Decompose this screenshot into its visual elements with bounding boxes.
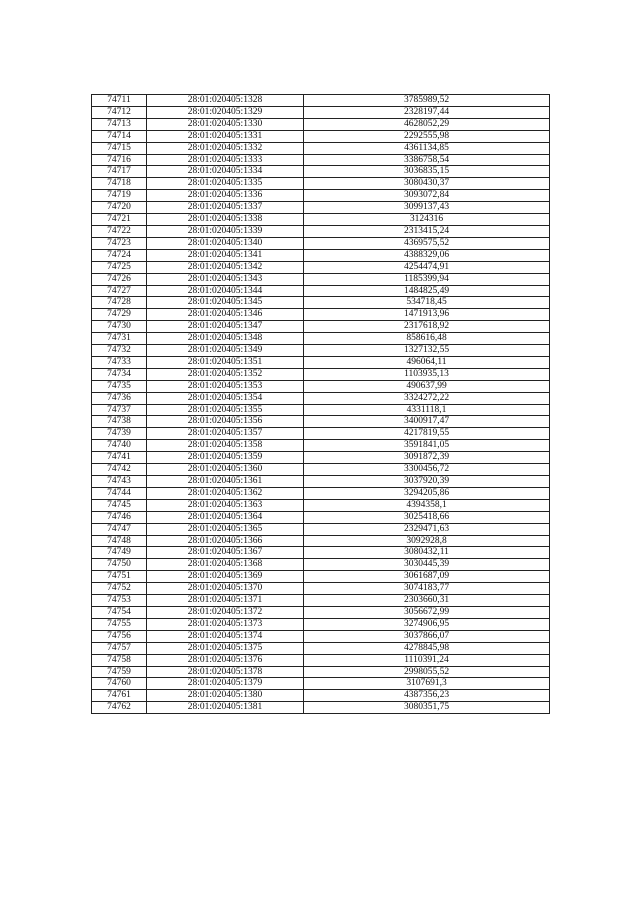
value-cell: 1110391,24 [304, 654, 550, 666]
table-row [92, 214, 550, 226]
row-number-cell: 74712 [92, 106, 147, 118]
row-number-cell: 74759 [92, 666, 147, 678]
cadastral-number-cell: 28:01:020405:1340 [147, 237, 304, 249]
value-cell: 3037866,07 [304, 630, 550, 642]
value-cell: 3080432,11 [304, 547, 550, 559]
table-row [92, 452, 550, 464]
value-cell: 4278845,98 [304, 642, 550, 654]
value-cell: 4254474,91 [304, 261, 550, 273]
row-number-cell: 74762 [92, 702, 147, 714]
table-row [92, 154, 550, 166]
table-row [92, 392, 550, 404]
table-row [92, 249, 550, 261]
row-number-cell: 74716 [92, 154, 147, 166]
table-row [92, 142, 550, 154]
row-number-cell: 74723 [92, 237, 147, 249]
value-cell: 4361134,85 [304, 142, 550, 154]
row-number-cell: 74721 [92, 214, 147, 226]
value-cell: 4331118,1 [304, 404, 550, 416]
row-number-cell: 74719 [92, 190, 147, 202]
row-number-cell: 74753 [92, 595, 147, 607]
value-cell: 3107691,3 [304, 678, 550, 690]
value-cell: 4369575,52 [304, 237, 550, 249]
value-cell: 3274906,95 [304, 618, 550, 630]
value-cell: 4628052,29 [304, 118, 550, 130]
table-row [92, 690, 550, 702]
table-row [92, 309, 550, 321]
row-number-cell: 74717 [92, 166, 147, 178]
value-cell: 1484825,49 [304, 285, 550, 297]
table-row [92, 130, 550, 142]
value-cell: 858616,48 [304, 333, 550, 345]
cadastral-number-cell: 28:01:020405:1339 [147, 225, 304, 237]
cadastral-number-cell: 28:01:020405:1367 [147, 547, 304, 559]
row-number-cell: 74725 [92, 261, 147, 273]
row-number-cell: 74737 [92, 404, 147, 416]
row-number-cell: 74760 [92, 678, 147, 690]
value-cell: 3061687,09 [304, 571, 550, 583]
table-row [92, 535, 550, 547]
row-number-cell: 74738 [92, 416, 147, 428]
cadastral-number-cell: 28:01:020405:1357 [147, 428, 304, 440]
cadastral-number-cell: 28:01:020405:1371 [147, 595, 304, 607]
table-row [92, 118, 550, 130]
table-row [92, 416, 550, 428]
row-number-cell: 74751 [92, 571, 147, 583]
row-number-cell: 74713 [92, 118, 147, 130]
value-cell: 3785989,52 [304, 95, 550, 107]
value-cell: 2998055,52 [304, 666, 550, 678]
cadastral-number-cell: 28:01:020405:1331 [147, 130, 304, 142]
value-cell: 3092928,8 [304, 535, 550, 547]
table-row [92, 237, 550, 249]
value-cell: 4388329,06 [304, 249, 550, 261]
cadastral-number-cell: 28:01:020405:1368 [147, 559, 304, 571]
table-row [92, 225, 550, 237]
cadastral-number-cell: 28:01:020405:1372 [147, 606, 304, 618]
cadastral-number-cell: 28:01:020405:1337 [147, 202, 304, 214]
value-cell: 3300456,72 [304, 464, 550, 476]
table-row [92, 464, 550, 476]
value-cell: 3036835,15 [304, 166, 550, 178]
table-row [92, 285, 550, 297]
cadastral-number-cell: 28:01:020405:1352 [147, 368, 304, 380]
row-number-cell: 74754 [92, 606, 147, 618]
table-row [92, 678, 550, 690]
row-number-cell: 74730 [92, 321, 147, 333]
value-cell: 3080430,37 [304, 178, 550, 190]
table-row [92, 404, 550, 416]
row-number-cell: 74714 [92, 130, 147, 142]
cadastral-number-cell: 28:01:020405:1334 [147, 166, 304, 178]
cadastral-number-cell: 28:01:020405:1379 [147, 678, 304, 690]
cadastral-number-cell: 28:01:020405:1346 [147, 309, 304, 321]
cadastral-number-cell: 28:01:020405:1332 [147, 142, 304, 154]
row-number-cell: 74750 [92, 559, 147, 571]
cadastral-number-cell: 28:01:020405:1369 [147, 571, 304, 583]
value-cell: 3099137,43 [304, 202, 550, 214]
cadastral-number-cell: 28:01:020405:1333 [147, 154, 304, 166]
cadastral-number-cell: 28:01:020405:1343 [147, 273, 304, 285]
value-cell: 3074183,77 [304, 583, 550, 595]
cadastral-number-cell: 28:01:020405:1344 [147, 285, 304, 297]
table-row [92, 297, 550, 309]
cadastral-number-cell: 28:01:020405:1380 [147, 690, 304, 702]
value-cell: 1185399,94 [304, 273, 550, 285]
value-cell: 3037920,39 [304, 476, 550, 488]
row-number-cell: 74735 [92, 380, 147, 392]
row-number-cell: 74715 [92, 142, 147, 154]
value-cell: 2292555,98 [304, 130, 550, 142]
cadastral-number-cell: 28:01:020405:1348 [147, 333, 304, 345]
row-number-cell: 74749 [92, 547, 147, 559]
table-row [92, 476, 550, 488]
row-number-cell: 74736 [92, 392, 147, 404]
cadastral-number-cell: 28:01:020405:1361 [147, 476, 304, 488]
value-cell: 1471913,96 [304, 309, 550, 321]
row-number-cell: 74732 [92, 345, 147, 357]
table-row [92, 106, 550, 118]
value-cell: 2313415,24 [304, 225, 550, 237]
table-row [92, 202, 550, 214]
row-number-cell: 74720 [92, 202, 147, 214]
table-row [92, 95, 550, 107]
table-row [92, 333, 550, 345]
cadastral-number-cell: 28:01:020405:1378 [147, 666, 304, 678]
table-row [92, 523, 550, 535]
value-cell: 3025418,66 [304, 511, 550, 523]
value-cell: 3030445,39 [304, 559, 550, 571]
value-cell: 490637,99 [304, 380, 550, 392]
value-cell: 3591841,05 [304, 440, 550, 452]
table-row [92, 618, 550, 630]
cadastral-number-cell: 28:01:020405:1366 [147, 535, 304, 547]
row-number-cell: 74748 [92, 535, 147, 547]
value-cell: 3091872,39 [304, 452, 550, 464]
row-number-cell: 74756 [92, 630, 147, 642]
value-cell: 534718,45 [304, 297, 550, 309]
row-number-cell: 74746 [92, 511, 147, 523]
row-number-cell: 74744 [92, 487, 147, 499]
value-cell: 496064,11 [304, 356, 550, 368]
row-number-cell: 74718 [92, 178, 147, 190]
cadastral-number-cell: 28:01:020405:1373 [147, 618, 304, 630]
row-number-cell: 74731 [92, 333, 147, 345]
table-row [92, 547, 550, 559]
row-number-cell: 74752 [92, 583, 147, 595]
table-row [92, 261, 550, 273]
table-row [92, 702, 550, 714]
row-number-cell: 74726 [92, 273, 147, 285]
table-row [92, 356, 550, 368]
value-cell: 3386758,54 [304, 154, 550, 166]
value-cell: 4217819,55 [304, 428, 550, 440]
table-row [92, 666, 550, 678]
cadastral-number-cell: 28:01:020405:1345 [147, 297, 304, 309]
cadastral-number-cell: 28:01:020405:1363 [147, 499, 304, 511]
cadastral-number-cell: 28:01:020405:1347 [147, 321, 304, 333]
cadastral-number-cell: 28:01:020405:1351 [147, 356, 304, 368]
row-number-cell: 74728 [92, 297, 147, 309]
value-cell: 4394358,1 [304, 499, 550, 511]
cadastral-number-cell: 28:01:020405:1336 [147, 190, 304, 202]
table-row [92, 511, 550, 523]
table-row [92, 654, 550, 666]
table-row [92, 642, 550, 654]
table-row [92, 440, 550, 452]
cadastral-number-cell: 28:01:020405:1330 [147, 118, 304, 130]
cadastral-number-cell: 28:01:020405:1364 [147, 511, 304, 523]
table-row [92, 583, 550, 595]
row-number-cell: 74743 [92, 476, 147, 488]
cadastral-number-cell: 28:01:020405:1356 [147, 416, 304, 428]
row-number-cell: 74741 [92, 452, 147, 464]
value-cell: 3080351,75 [304, 702, 550, 714]
value-cell: 3093072,84 [304, 190, 550, 202]
table-row [92, 571, 550, 583]
table-row [92, 380, 550, 392]
row-number-cell: 74745 [92, 499, 147, 511]
row-number-cell: 74757 [92, 642, 147, 654]
cadastral-number-cell: 28:01:020405:1341 [147, 249, 304, 261]
row-number-cell: 74739 [92, 428, 147, 440]
cadastral-number-cell: 28:01:020405:1358 [147, 440, 304, 452]
cadastral-number-cell: 28:01:020405:1381 [147, 702, 304, 714]
row-number-cell: 74740 [92, 440, 147, 452]
cadastral-number-cell: 28:01:020405:1335 [147, 178, 304, 190]
cadastral-number-cell: 28:01:020405:1353 [147, 380, 304, 392]
table-row [92, 630, 550, 642]
table-row [92, 606, 550, 618]
value-cell: 2328197,44 [304, 106, 550, 118]
cadastral-number-cell: 28:01:020405:1342 [147, 261, 304, 273]
row-number-cell: 74758 [92, 654, 147, 666]
table-row [92, 190, 550, 202]
cadastral-number-cell: 28:01:020405:1375 [147, 642, 304, 654]
cadastral-number-cell: 28:01:020405:1359 [147, 452, 304, 464]
row-number-cell: 74724 [92, 249, 147, 261]
table-row [92, 428, 550, 440]
value-cell: 2329471,63 [304, 523, 550, 535]
table-body [92, 95, 550, 714]
cadastral-number-cell: 28:01:020405:1365 [147, 523, 304, 535]
table-row [92, 321, 550, 333]
cadastral-number-cell: 28:01:020405:1376 [147, 654, 304, 666]
cadastral-number-cell: 28:01:020405:1338 [147, 214, 304, 226]
cadastral-number-cell: 28:01:020405:1329 [147, 106, 304, 118]
table-row [92, 368, 550, 380]
table-row [92, 499, 550, 511]
table-row [92, 178, 550, 190]
cadastral-number-cell: 28:01:020405:1370 [147, 583, 304, 595]
value-cell: 3124316 [304, 214, 550, 226]
cadastral-value-table [91, 94, 550, 714]
cadastral-number-cell: 28:01:020405:1360 [147, 464, 304, 476]
value-cell: 2303660,31 [304, 595, 550, 607]
row-number-cell: 74711 [92, 95, 147, 107]
row-number-cell: 74733 [92, 356, 147, 368]
row-number-cell: 74727 [92, 285, 147, 297]
value-cell: 2317618,92 [304, 321, 550, 333]
row-number-cell: 74761 [92, 690, 147, 702]
table-row [92, 273, 550, 285]
cadastral-number-cell: 28:01:020405:1354 [147, 392, 304, 404]
table-row [92, 345, 550, 357]
cadastral-number-cell: 28:01:020405:1374 [147, 630, 304, 642]
value-cell: 1103935,13 [304, 368, 550, 380]
table-row [92, 559, 550, 571]
row-number-cell: 74722 [92, 225, 147, 237]
cadastral-number-cell: 28:01:020405:1362 [147, 487, 304, 499]
table-row [92, 487, 550, 499]
value-cell: 1327132,55 [304, 345, 550, 357]
row-number-cell: 74747 [92, 523, 147, 535]
cadastral-number-cell: 28:01:020405:1328 [147, 95, 304, 107]
value-cell: 3056672,99 [304, 606, 550, 618]
value-cell: 3324272,22 [304, 392, 550, 404]
table-row [92, 166, 550, 178]
value-cell: 3294205,86 [304, 487, 550, 499]
row-number-cell: 74742 [92, 464, 147, 476]
row-number-cell: 74734 [92, 368, 147, 380]
table-row [92, 595, 550, 607]
value-cell: 4387356,23 [304, 690, 550, 702]
row-number-cell: 74729 [92, 309, 147, 321]
cadastral-number-cell: 28:01:020405:1355 [147, 404, 304, 416]
cadastral-number-cell: 28:01:020405:1349 [147, 345, 304, 357]
value-cell: 3400917,47 [304, 416, 550, 428]
row-number-cell: 74755 [92, 618, 147, 630]
